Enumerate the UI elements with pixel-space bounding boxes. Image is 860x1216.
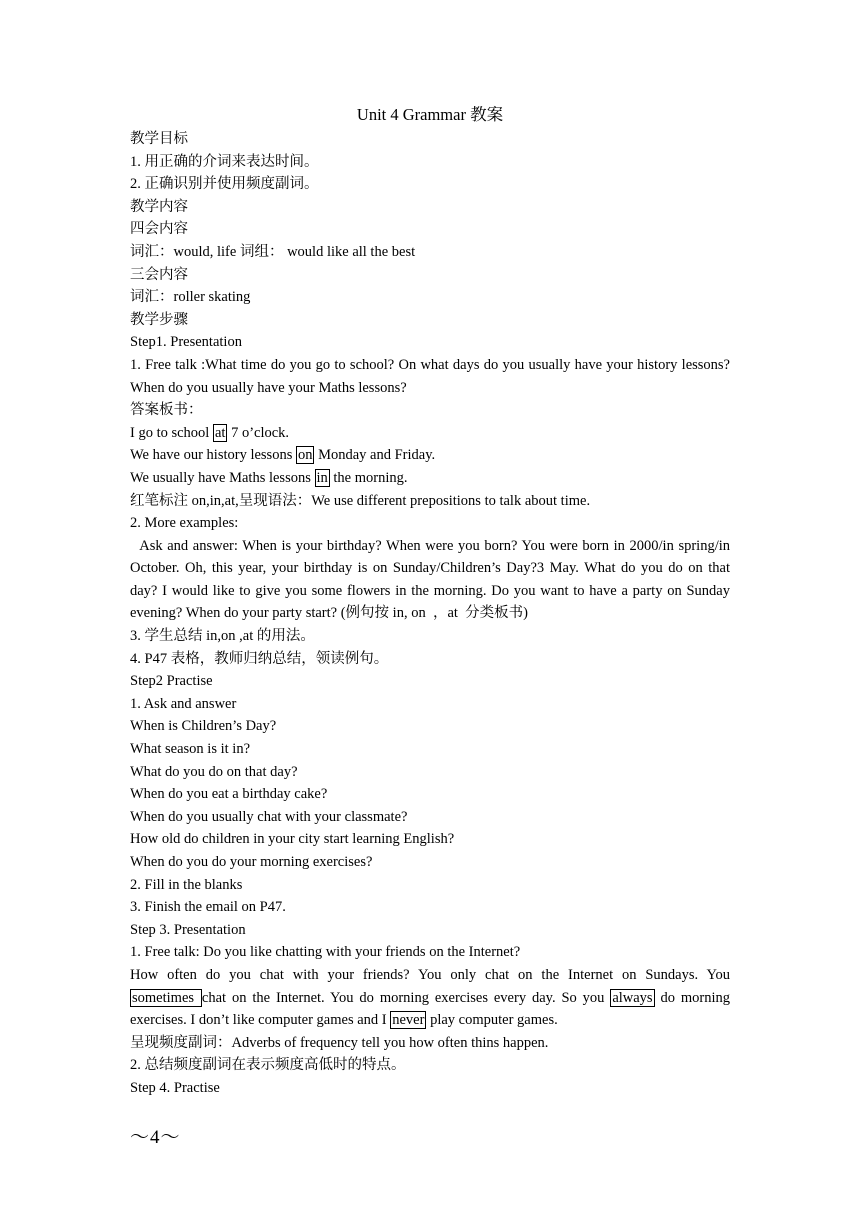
vocabulary-line: 词汇：would, life 词组： would like all the best (130, 243, 416, 260)
section-heading: 教学内容 (130, 198, 188, 215)
list-item: 2. Fill in the blanks (130, 876, 243, 893)
highlighted-adverb: sometimes (132, 989, 200, 1006)
highlighted-preposition: on (297, 447, 313, 464)
grammar-note: 红笔标注 on,in,at,呈现语法：We use different prepositions to talk about time. (130, 492, 591, 509)
highlighted-adverb: never (392, 1012, 425, 1029)
paragraph-text: do morning exercises. I don’t like computer games and I (130, 989, 730, 1029)
highlighted-preposition: at (214, 424, 226, 441)
paragraph-text: How often do you chat with your friends? You only chat on the Internet on Sundays. You (130, 966, 730, 983)
question: What season is it in? (130, 741, 251, 758)
frequency-paragraph (130, 964, 730, 1032)
question: When do you do your morning exercises? (130, 854, 373, 870)
example-sentence (130, 444, 730, 467)
objective-1: 1. 用正确的介词来表达时间。 (130, 153, 319, 170)
vocabulary-line: 词汇：roller skating (130, 289, 251, 306)
free-talk-question: 1. Free talk: Do you like chatting with your friends on the Internet? (130, 944, 521, 961)
sentence-text: We usually have Maths lessons (130, 469, 315, 486)
example-sentence (130, 467, 730, 490)
paragraph-text: play computer games. (426, 1012, 558, 1029)
list-item: 3. Finish the email on P47. (130, 899, 286, 916)
step-heading: Step 4. Practise (130, 1079, 220, 1096)
highlighted-adverb: always (612, 989, 653, 1006)
board-label: 答案板书： (130, 402, 203, 419)
section-heading: 教学步骤 (130, 311, 188, 328)
page-title: Unit 4 Grammar 教案 (356, 105, 504, 124)
objective-2: 2. 正确识别并使用频度副词。 (130, 176, 319, 193)
document-body (130, 103, 734, 1100)
section-heading: 教学目标 (130, 131, 188, 147)
paragraph-text: chat on the Internet. You do morning exercises every day. So you (201, 989, 611, 1006)
sentence-text: We have our history lessons (130, 447, 296, 464)
page-number: ～4～ (130, 1127, 181, 1148)
list-item: 2. More examples: (130, 515, 239, 532)
list-item: 4. P47 表格，教师归纳总结，领读例句。 (130, 650, 389, 667)
example-sentence (130, 422, 730, 445)
question: When do you eat a birthday cake? (130, 786, 328, 803)
list-item: 2. 总结频度副词在表示频度高低时的特点。 (130, 1057, 406, 1074)
highlighted-preposition: in (316, 469, 328, 486)
step-heading: Step2 Practise (130, 673, 213, 690)
free-talk-paragraph: 1. Free talk :What time do you go to school? On what days do you usually have your history lessons? When do you usually have your Maths lessons? (130, 356, 730, 396)
step-heading: Step1. Presentation (130, 334, 242, 351)
list-item: 1. Ask and answer (130, 695, 237, 712)
sentence-text: Monday and Friday. (314, 447, 436, 464)
list-item: 3. 学生总结 in,on ,at 的用法。 (130, 628, 315, 645)
sentence-text: the morning. (329, 469, 408, 486)
question: How old do children in your city start learning English? (130, 831, 455, 848)
sub-heading: 三会内容 (130, 266, 188, 283)
question: When is Children’s Day? (130, 718, 277, 735)
sub-heading: 四会内容 (130, 221, 188, 238)
step-heading: Step 3. Presentation (130, 921, 246, 938)
sentence-text: 7 o’clock. (227, 424, 290, 441)
sentence-text: I go to school (130, 424, 213, 441)
adverb-definition: 呈现频度副词：Adverbs of frequency tell you how often thins happen. (130, 1034, 549, 1051)
examples-paragraph: Ask and answer: When is your birthday? When were you born? You were born in 2000/in spring/in October. Oh, this year, your birthday is on Sunday/Children’s Day?3 May. What do you do on that day? I would like to give you some flowers in the morning. Do you want to have a party on Sunday evening? When do your party start? (例句按 in, on ，at 分类板书) (130, 537, 734, 622)
question: When do you usually chat with your classmate? (130, 808, 408, 825)
question: What do you do on that day? (130, 763, 298, 780)
